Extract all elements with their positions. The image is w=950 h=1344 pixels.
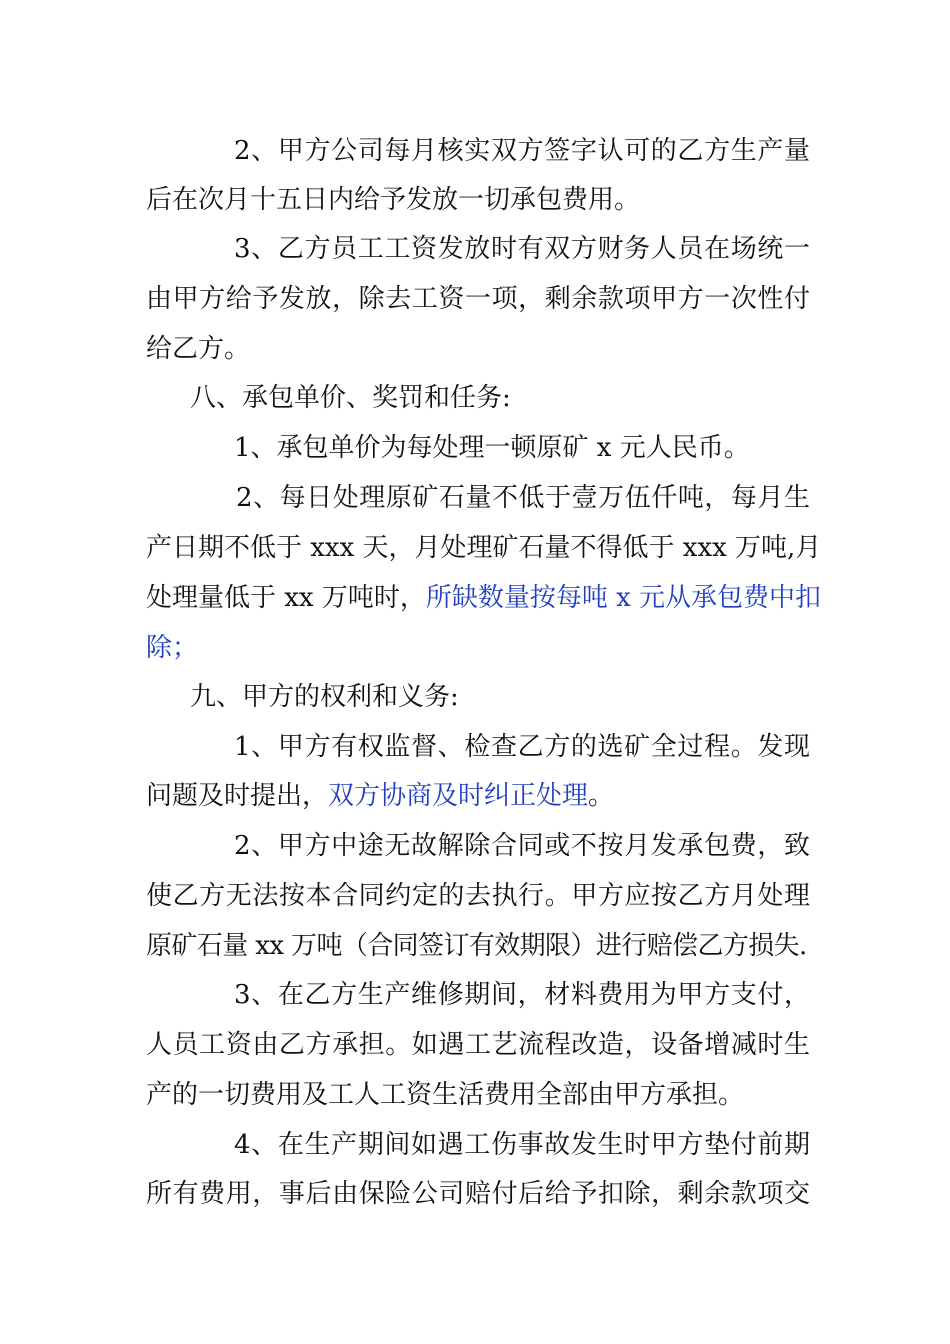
paragraph-line bbox=[146, 776, 810, 816]
section-heading bbox=[146, 677, 810, 717]
section-heading-text: 八、承包单价、奖罚和任务: bbox=[190, 383, 511, 413]
line-text: 1、承包单价为每处理一顿原矿 x 元人民币。 bbox=[234, 433, 750, 463]
paragraph-line bbox=[146, 628, 810, 668]
paragraph-line bbox=[146, 727, 810, 767]
paragraph-line bbox=[146, 229, 810, 269]
line-text: 1、甲方有权监督、检查乙方的选矿全过程。发现 bbox=[234, 732, 810, 762]
line-text: 人员工资由乙方承担。如遇工艺流程改造，设备增减时生 bbox=[146, 1030, 810, 1060]
paragraph-line bbox=[146, 1025, 810, 1065]
paragraph-line bbox=[146, 876, 810, 916]
line-text: 使乙方无法按本合同约定的去执行。甲方应按乙方月处理 bbox=[146, 881, 810, 911]
line-text: 4、在生产期间如遇工伤事故发生时甲方垫付前期 bbox=[234, 1130, 810, 1160]
paragraph-line bbox=[146, 428, 810, 468]
line-text: 2、甲方中途无故解除合同或不按月发承包费，致 bbox=[234, 831, 810, 861]
line-text: 由甲方给予发放，除去工资一项，剩余款项甲方一次性付 bbox=[146, 284, 810, 314]
line-text: 产的一切费用及工人工资生活费用全部由甲方承担。 bbox=[146, 1080, 745, 1110]
line-text: 。 bbox=[588, 781, 615, 811]
line-text: 问题及时提出， bbox=[146, 781, 329, 811]
paragraph-line bbox=[146, 1174, 810, 1214]
paragraph-line bbox=[146, 478, 810, 518]
line-text: 后在次月十五日内给予发放一切承包费用。 bbox=[146, 185, 641, 215]
paragraph-line bbox=[146, 1125, 810, 1165]
line-text: 处理量低于 xx 万吨时， bbox=[146, 583, 426, 613]
line-text: 所有费用，事后由保险公司赔付后给予扣除，剩余款项交 bbox=[146, 1179, 810, 1209]
line-text: 产日期不低于 xxx 天，月处理矿石量不得低于 xxx 万吨,月 bbox=[146, 533, 822, 563]
paragraph-line bbox=[146, 329, 810, 369]
paragraph-line bbox=[146, 926, 810, 966]
highlighted-text: 所缺数量按每吨 x 元从承包费中扣 bbox=[425, 583, 822, 613]
line-text: 2、每日处理原矿石量不低于壹万伍仟吨，每月生 bbox=[236, 483, 810, 513]
paragraph-line bbox=[146, 528, 822, 568]
paragraph-line bbox=[146, 1075, 810, 1115]
paragraph-line bbox=[146, 826, 810, 866]
highlighted-text: 除； bbox=[146, 633, 199, 663]
paragraph-line bbox=[146, 578, 822, 618]
section-heading bbox=[146, 378, 810, 418]
section-heading-text: 九、甲方的权利和义务: bbox=[190, 682, 459, 712]
highlighted-text: 双方协商及时纠正处理 bbox=[328, 781, 589, 811]
line-text: 原矿石量 xx 万吨（合同签订有效期限）进行赔偿乙方损失. bbox=[146, 931, 807, 961]
line-text: 给乙方。 bbox=[146, 334, 251, 364]
line-text: 2、甲方公司每月核实双方签字认可的乙方生产量 bbox=[234, 136, 810, 166]
paragraph-line bbox=[146, 180, 810, 220]
paragraph-line bbox=[146, 279, 810, 319]
paragraph-line bbox=[146, 131, 810, 171]
line-text: 3、在乙方生产维修期间，材料费用为甲方支付， bbox=[234, 980, 810, 1010]
line-text: 3、乙方员工工资发放时有双方财务人员在场统一 bbox=[234, 234, 810, 264]
paragraph-line bbox=[146, 975, 810, 1015]
